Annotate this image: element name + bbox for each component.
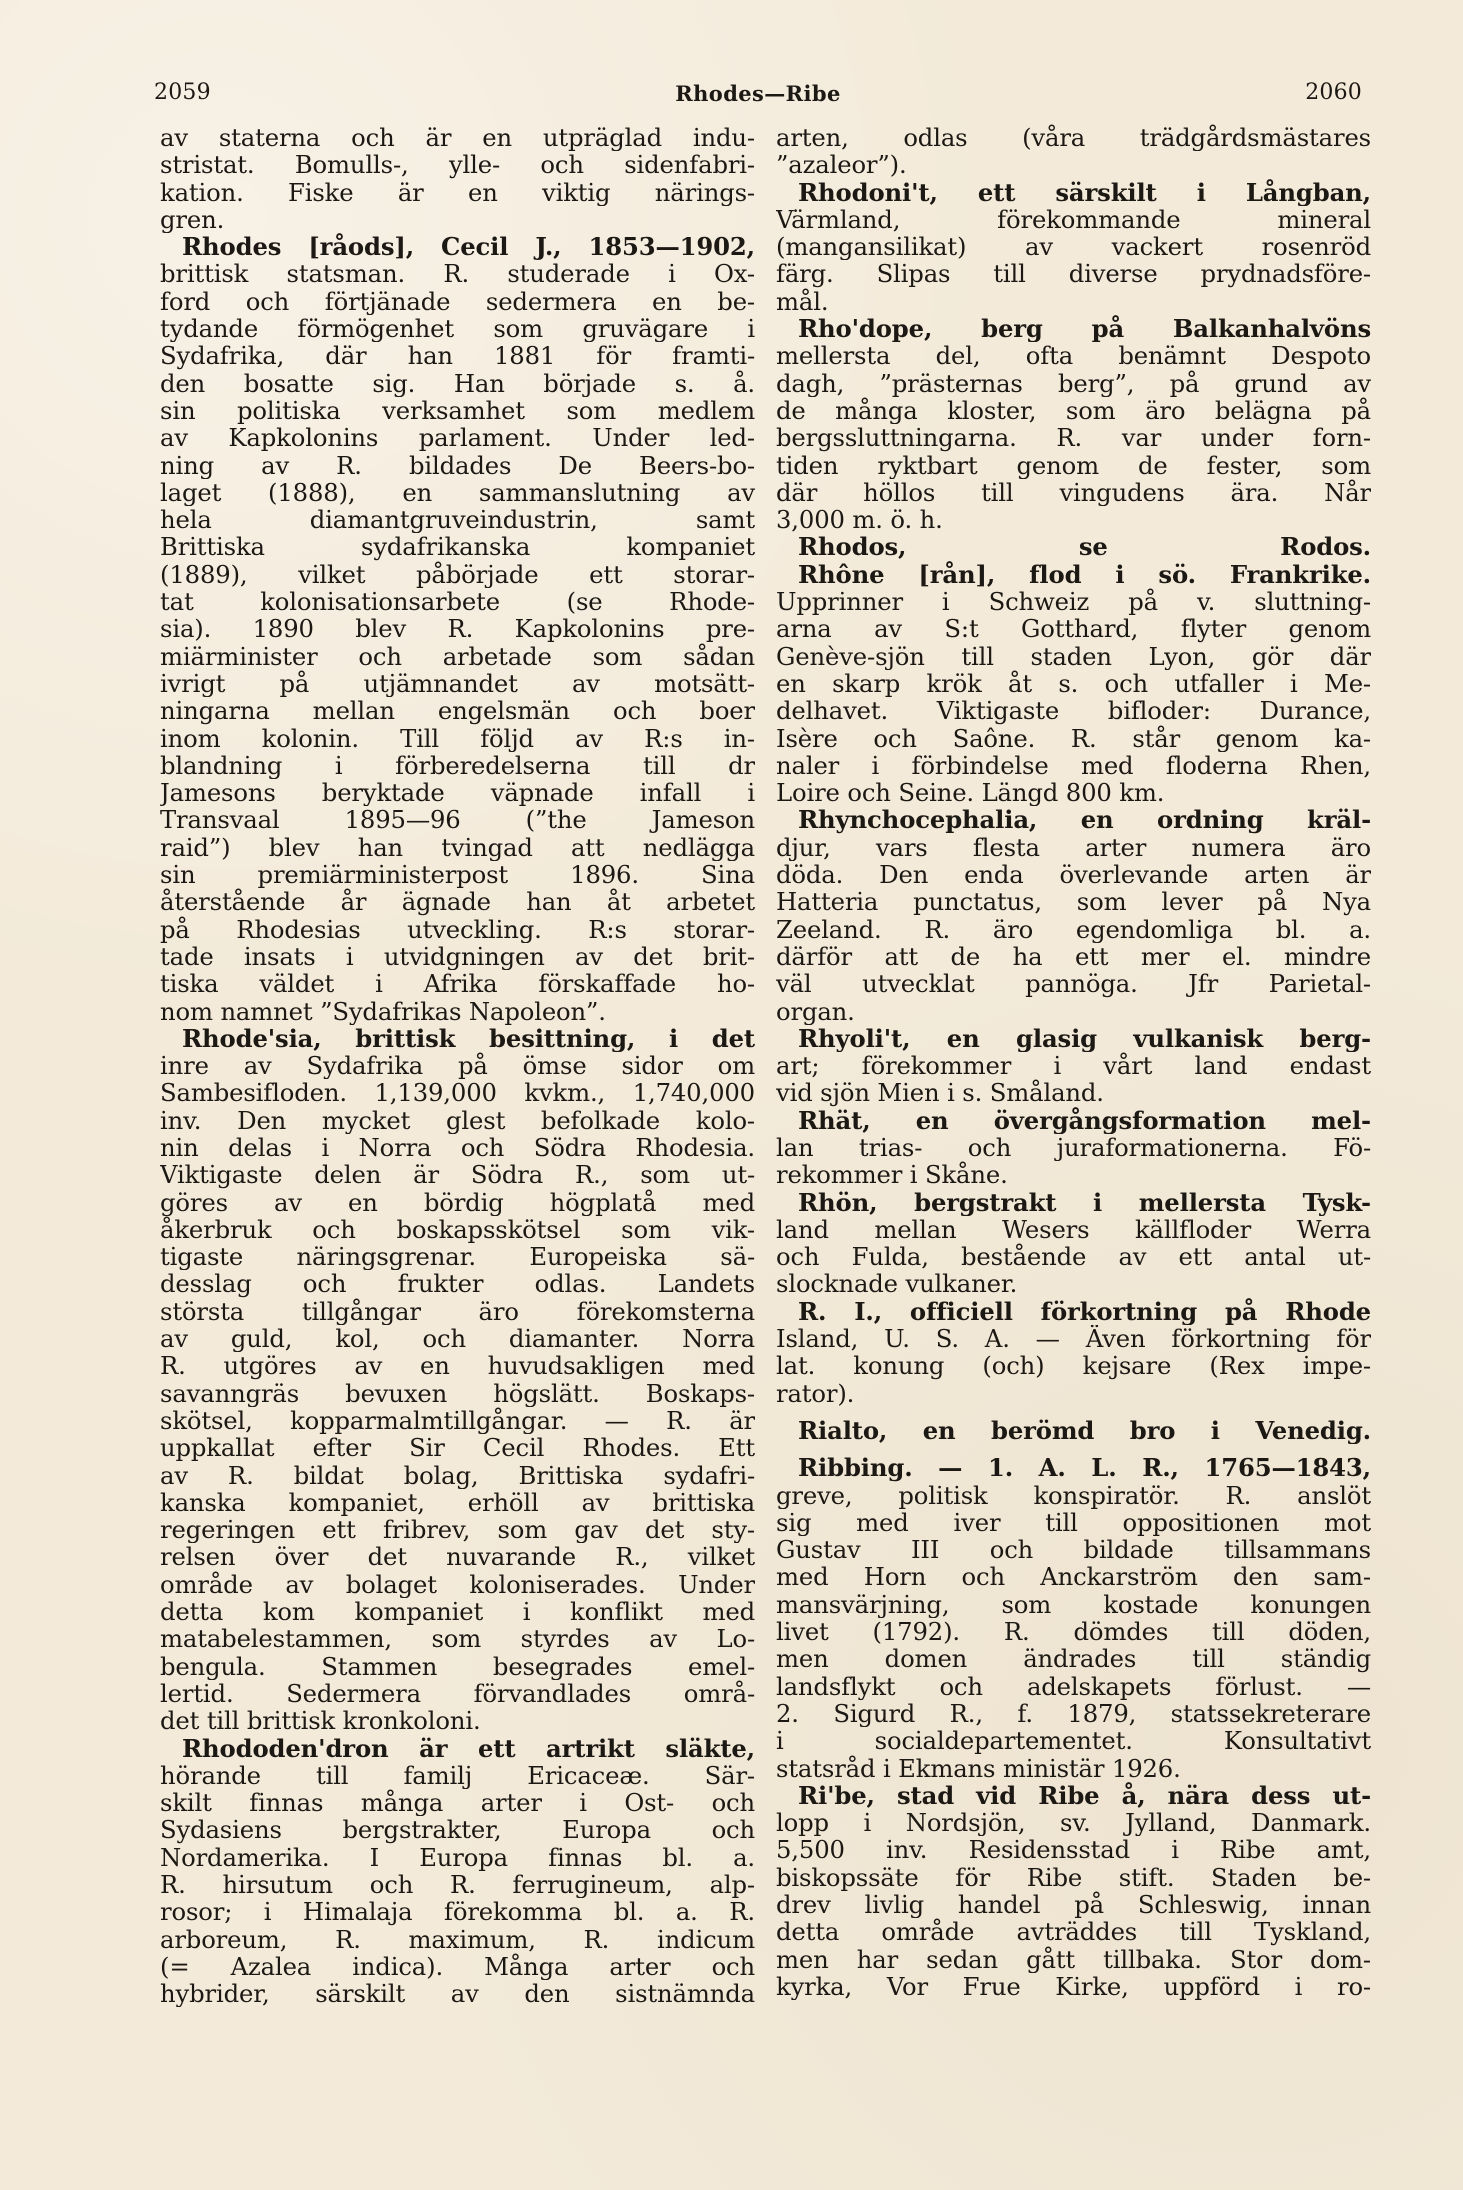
- entry-rhon: Rhön, bergstrakt i mellersta Tysk-: [798, 1188, 1371, 1216]
- text-line: sin politiska verksamhet som medlem: [160, 396, 755, 425]
- text-line: naler i förbindelse med floderna Rhen,: [776, 751, 1371, 780]
- text-line: Sydasiens bergstrakter, Europa och: [160, 1816, 755, 1844]
- text-line: sin premiärministerpost 1896. Sina: [160, 861, 755, 889]
- text-line: Gustav III och bildade tillsammans: [776, 1536, 1371, 1564]
- page-title: Rhodes—Ribe: [675, 80, 841, 106]
- text-line: tat kolonisationsarbete (se Rhode-: [160, 588, 755, 616]
- text-line: Genève-sjön till staden Lyon, gör där: [776, 642, 1371, 670]
- text-line: av guld, kol, och diamanter. Norra: [160, 1325, 755, 1353]
- text-line: därför att de ha ett mer el. mindre: [776, 942, 1371, 971]
- text-line: (mangansilikat) av vackert rosenröd: [776, 233, 1371, 261]
- text-line: men har sedan gått tillbaka. Stor dom-: [776, 1945, 1371, 1973]
- text-line: ningarna mellan engelsmän och boer: [160, 697, 755, 725]
- text-line: av R. bildat bolag, Brittiska sydafri-: [160, 1461, 755, 1489]
- text-line: Isère och Saône. R. står genom ka-: [776, 724, 1371, 752]
- text-line: Sydafrika, där han 1881 för framti-: [160, 342, 755, 370]
- entry-ribbing: Ribbing. — 1. A. L. R., 1765—1843,: [798, 1454, 1371, 1482]
- text-line: mellersta del, ofta benämnt Despoto: [776, 342, 1371, 370]
- text-line: slocknade vulkaner.: [776, 1270, 1018, 1298]
- text-line: greve, politisk konspiratör. R. anslöt: [776, 1481, 1371, 1509]
- text-line: arten, odlas (våra trädgårdsmästares: [776, 124, 1371, 152]
- text-line: Island, U. S. A. — Även förkortning för: [776, 1325, 1371, 1353]
- text-line: tiden ryktbart genom de fester, som: [776, 451, 1371, 479]
- text-line: (1889), vilket påbörjade ett storar-: [160, 560, 755, 589]
- text-line: lopp i Nordsjön, sv. Jylland, Danmark.: [776, 1809, 1371, 1837]
- text-line: detta område avträddes till Tyskland,: [776, 1918, 1371, 1946]
- text-line: av staterna och är en utpräglad indu-: [160, 124, 755, 152]
- text-line: mansvärjning, som kostade konungen: [776, 1590, 1371, 1619]
- text-line: en skarp krök åt s. och utfaller i Me-: [776, 669, 1371, 698]
- text-line: bengula. Stammen besegrades emel-: [160, 1652, 755, 1680]
- entry-rhodes: Rhodes [råods], Cecil J., 1853—1902,: [182, 233, 755, 261]
- text-line: Loire och Seine. Längd 800 km.: [776, 779, 1165, 807]
- text-line: vid sjön Mien i s. Småland.: [776, 1079, 1104, 1107]
- text-line: kanska kompaniet, erhöll av brittiska: [160, 1488, 755, 1517]
- left-page-number: 2059: [154, 80, 211, 105]
- text-line: döda. Den enda överlevande arten är: [776, 861, 1371, 889]
- entry-rhyolit: Rhyoli't, en glasig vulkanisk berg-: [798, 1024, 1371, 1053]
- text-line: rekommer i Skåne.: [776, 1161, 1008, 1189]
- text-line: landsflykt och adelskapets förlust. —: [776, 1672, 1371, 1700]
- text-line: den bosatte sig. Han började s. å.: [160, 369, 755, 397]
- text-line: blandning i förberedelserna till dr: [160, 751, 755, 780]
- text-line: Jamesons beryktade väpnade infall i: [160, 779, 755, 807]
- text-line: på Rhodesias utveckling. R:s storar-: [160, 915, 755, 943]
- text-line: bergssluttningarna. R. var under forn-: [776, 424, 1371, 452]
- text-line: rosor; i Himalaja förekomma bl. a. R.: [160, 1898, 755, 1926]
- text-line: uppkallat efter Sir Cecil Rhodes. Ett: [160, 1434, 755, 1462]
- text-line: område av bolaget koloniserades. Under: [160, 1570, 755, 1599]
- text-line: statsråd i Ekmans ministär 1926.: [776, 1754, 1181, 1782]
- text-line: inre av Sydafrika på ömse sidor om: [160, 1052, 755, 1080]
- text-line: väl utvecklat pannöga. Jfr Parietal-: [776, 970, 1371, 998]
- text-line: arboreum, R. maximum, R. indicum: [160, 1925, 755, 1953]
- text-line: skötsel, kopparmalmtillgångar. — R. är: [160, 1406, 755, 1435]
- text-line: biskopssäte för Ribe stift. Staden be-: [776, 1863, 1371, 1891]
- entry-ri: R. I., officiell förkortning på Rhode: [798, 1297, 1371, 1326]
- text-line: dagh, ”prästernas berg”, på grund av: [776, 369, 1371, 397]
- text-line: kyrka, Vor Frue Kirke, uppförd i ro-: [776, 1972, 1371, 2001]
- text-line: Viktigaste delen är Södra R., som ut-: [160, 1161, 755, 1189]
- text-line: delhavet. Viktigaste bifloder: Durance,: [776, 697, 1371, 725]
- text-line: 2. Sigurd R., f. 1879, statssekreterare: [776, 1699, 1371, 1728]
- text-line: hela diamantgruveindustrin, samt: [160, 506, 755, 534]
- page-header: [154, 78, 1362, 108]
- text-line: Zeeland. R. äro egendomliga bl. a.: [776, 915, 1371, 943]
- text-line: detta kom kompaniet i konflikt med: [160, 1598, 755, 1626]
- right-column: [776, 124, 1371, 2084]
- text-line: organ.: [776, 997, 855, 1025]
- text-line: matabelestammen, som styrdes av Lo-: [160, 1625, 755, 1653]
- text-line: land mellan Wesers källfloder Werra: [776, 1215, 1371, 1244]
- entry-rhodope: Rho'dope, berg på Balkanhalvöns: [798, 315, 1371, 343]
- text-line: kation. Fiske är en viktig närings-: [160, 178, 755, 206]
- text-line: 3,000 m. ö. h.: [776, 506, 943, 534]
- text-line: största tillgångar äro förekomsterna: [160, 1297, 755, 1326]
- entry-rhodos: Rhodos, se Rodos.: [798, 533, 1371, 561]
- text-line: relsen över det nuvarande R., vilket: [160, 1543, 755, 1571]
- text-line: raid”) blev han tvingad att nedlägga: [160, 833, 755, 862]
- text-line: där höllos till vingudens ära. Når: [776, 478, 1371, 507]
- text-line: Värmland, förekommande mineral: [776, 205, 1371, 234]
- text-line: art; förekommer i vårt land endast: [776, 1052, 1371, 1080]
- text-line: Sambesifloden. 1,139,000 kvkm., 1,740,000: [160, 1079, 755, 1107]
- entry-rhodonit: Rhodoni't, ett särskilt i Långban,: [798, 178, 1371, 206]
- text-line: i socialdepartementet. Konsultativt: [776, 1727, 1371, 1755]
- text-line: regeringen ett fribrev, som gav det sty-: [160, 1516, 755, 1544]
- text-line: lat. konung (och) kejsare (Rex impe-: [776, 1352, 1371, 1380]
- text-line: sia). 1890 blev R. Kapkolonins pre-: [160, 615, 755, 643]
- text-line: nom namnet ”Sydafrikas Napoleon”.: [160, 997, 606, 1025]
- text-line: nin delas i Norra och Södra Rhodesia.: [160, 1133, 755, 1162]
- text-line: djur, vars flesta arter numera äro: [776, 833, 1371, 862]
- text-line: brittisk statsman. R. studerade i Ox-: [160, 260, 755, 288]
- text-line: men domen ändrades till ständig: [776, 1645, 1371, 1673]
- text-line: återstående år ägnade han åt arbetet: [160, 888, 755, 916]
- text-line: arna av S:t Gotthard, flyter genom: [776, 615, 1371, 643]
- text-line: Hatteria punctatus, som lever på Nya: [776, 888, 1371, 916]
- text-line: mål.: [776, 287, 829, 316]
- text-line: ivrigt på utjämnandet av motsätt-: [160, 669, 755, 698]
- text-line: R. hirsutum och R. ferrugineum, alp-: [160, 1871, 755, 1899]
- text-line: R. utgöres av en huvudsakligen med: [160, 1352, 755, 1380]
- text-line: miärminister och arbetade som sådan: [160, 642, 755, 670]
- text-line: gren.: [160, 205, 225, 234]
- text-line: desslag och frukter odlas. Landets: [160, 1270, 755, 1298]
- entry-rhododendron: Rhododen'dron är ett artrikt släkte,: [182, 1734, 755, 1762]
- text-line: och Fulda, bestående av ett antal ut-: [776, 1243, 1371, 1271]
- text-line: Nordamerika. I Europa finnas bl. a.: [160, 1843, 755, 1871]
- text-line: tiska väldet i Afrika förskaffade ho-: [160, 970, 755, 998]
- entry-rhodesia: Rhode'sia, brittisk besittning, i det: [182, 1024, 755, 1053]
- text-line: livet (1792). R. dömdes till döden,: [776, 1618, 1371, 1646]
- text-line: skilt finnas många arter i Ost- och: [160, 1789, 755, 1817]
- entry-rhat: Rhät, en övergångsformation mel-: [798, 1106, 1371, 1134]
- text-line: åkerbruk och boskapsskötsel som vik-: [160, 1215, 755, 1244]
- text-line: lan trias- och juraformationerna. Fö-: [776, 1133, 1371, 1162]
- text-line: sig med iver till oppositionen mot: [776, 1508, 1371, 1537]
- text-line: Brittiska sydafrikanska kompaniet: [160, 533, 755, 561]
- text-line: med Horn och Anckarström den sam-: [776, 1563, 1371, 1591]
- entry-rialto: Rialto, en berömd bro i Venedig.: [798, 1416, 1371, 1445]
- text-line: stristat. Bomulls-, ylle- och sidenfabri-: [160, 151, 755, 179]
- text-line: drev livlig handel på Schleswig, innan: [776, 1891, 1371, 1919]
- text-line: tydande förmögenhet som gruvägare i: [160, 315, 755, 343]
- text-line: göres av en bördig högplatå med: [160, 1188, 755, 1216]
- entry-rhone: Rhône [rån], flod i sö. Frankrike.: [798, 560, 1371, 589]
- text-line: inv. Den mycket glest befolkade kolo-: [160, 1106, 755, 1134]
- text-line: Upprinner i Schweiz på v. sluttning-: [776, 588, 1371, 616]
- text-line: ford och förtjänade sedermera en be-: [160, 287, 755, 316]
- text-line: ”azaleor”).: [776, 151, 907, 179]
- text-line: av Kapkolonins parlament. Under led-: [160, 424, 755, 452]
- text-line: inom kolonin. Till följd av R:s in-: [160, 724, 755, 752]
- text-line: Transvaal 1895—96 (”the Jameson: [160, 806, 755, 834]
- text-line: 5,500 inv. Residensstad i Ribe amt,: [776, 1836, 1371, 1864]
- text-line: laget (1888), en sammanslutning av: [160, 478, 755, 507]
- text-line: (= Azalea indica). Många arter och: [160, 1952, 755, 1981]
- text-line: färg. Slipas till diverse prydnadsföre-: [776, 260, 1371, 288]
- text-line: tigaste näringsgrenar. Europeiska sä-: [160, 1243, 755, 1271]
- text-line: savanngräs bevuxen högslätt. Boskaps-: [160, 1379, 755, 1407]
- text-line: rator).: [776, 1379, 855, 1407]
- entry-ribe: Ri'be, stad vid Ribe å, nära dess ut-: [798, 1781, 1371, 1810]
- text-line: lertid. Sedermera förvandlades områ-: [160, 1679, 755, 1708]
- left-column: [160, 124, 755, 2084]
- text-line: tade insats i utvidgningen av det brit-: [160, 942, 755, 971]
- text-line: det till brittisk kronkoloni.: [160, 1707, 481, 1735]
- text-line: de många kloster, som äro belägna på: [776, 396, 1371, 425]
- entry-rhynchocephalia: Rhynchocephalia, en ordning kräl-: [798, 806, 1371, 834]
- right-page-number: 2060: [1305, 80, 1362, 105]
- text-line: hybrider, särskilt av den sistnämnda: [160, 1980, 755, 2008]
- text-line: hörande till familj Ericaceæ. Sär-: [160, 1761, 755, 1790]
- text-line: ning av R. bildades De Beers-bo-: [160, 451, 755, 479]
